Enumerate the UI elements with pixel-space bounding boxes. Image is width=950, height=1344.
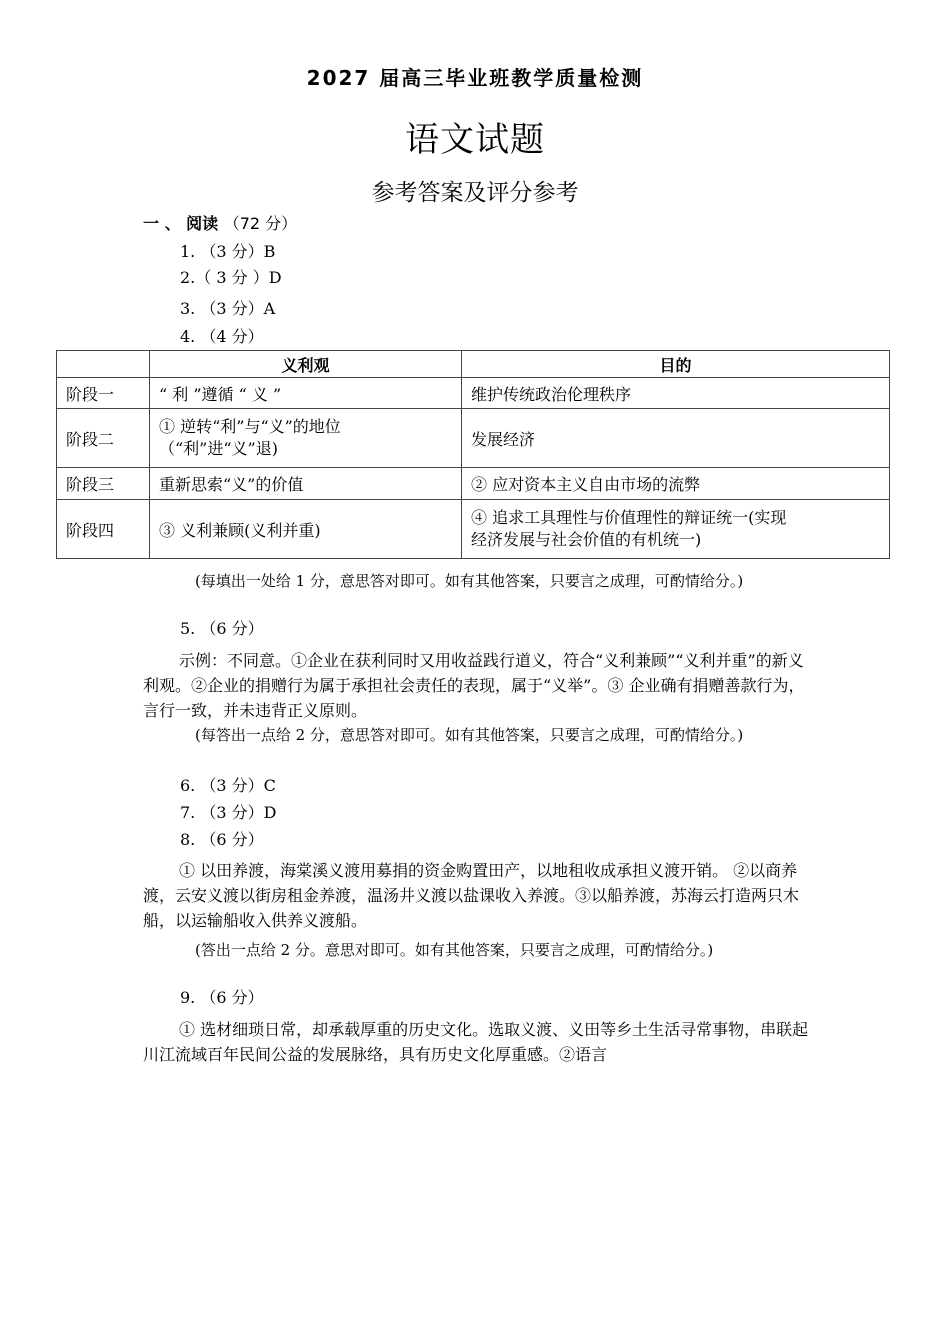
answer-q9-label: 9. （6 分） — [180, 988, 264, 1007]
q4-answer-table — [56, 350, 890, 559]
table-header-row — [57, 351, 890, 378]
q5-note-text: (每答出一点给 2 分，意思答对即可。如有其他答案，只要言之成理，可酌情给分。) — [195, 726, 744, 744]
section-score: （72 分） — [223, 214, 298, 233]
q8-scoring-note — [143, 938, 811, 962]
table-row — [57, 500, 890, 559]
answer-q8-label: 8. （6 分） — [180, 830, 264, 849]
table-cell-view: 重新思索“义”的价值 — [150, 468, 462, 500]
table-row — [57, 378, 890, 409]
table-cell-purpose-line: 经济发展与社会价值的有机统一) — [471, 530, 702, 549]
q9-answer-body: ① 选材细琐日常，却承载厚重的历史文化。选取义渡、义田等乡土生活寻常事物，串联起川江流域百年民间公益的发展脉络，具有历史文化厚重感。②语言 — [143, 1020, 809, 1064]
table-cell-stage: 阶段一 — [57, 378, 150, 409]
q4-scoring-note — [143, 569, 811, 593]
table-cell-stage: 阶段三 — [57, 468, 150, 500]
q5-answer-body: 示例：不同意。①企业在获利同时又用收益践行道义，符合“义利兼顾”“义利并重”的新义利观。②企业的捐赠行为属于承担社会责任的表现，属于“义举”。③ 企业确有捐赠善款行为，言行一致，并未违背正义原则。 — [143, 651, 805, 720]
table-header-stage — [57, 351, 150, 378]
table-cell-view — [150, 409, 462, 468]
table-cell-view-line: （“利”进“义”退) — [159, 439, 278, 458]
answer-q6: 6. （3 分）C — [180, 776, 276, 795]
table-cell-view: “ 利 ”遵循 “ 义 ” — [150, 378, 462, 409]
answer-q8-text — [143, 858, 811, 933]
table-header-purpose: 目的 — [462, 351, 890, 378]
q4-note-text: (每填出一处给 1 分，意思答对即可。如有其他答案，只要言之成理，可酌情给分。) — [195, 572, 744, 590]
table-header-view: 义利观 — [150, 351, 462, 378]
q5-scoring-note — [143, 723, 811, 747]
answer-key-subtitle: 参考答案及评分参考 — [371, 180, 579, 206]
table-row — [57, 409, 890, 468]
table-row — [57, 468, 890, 500]
answer-q3: 3. （3 分）A — [180, 299, 276, 318]
answer-q4-label: 4. （4 分） — [180, 327, 264, 346]
table-cell-purpose — [462, 500, 890, 559]
table-cell-stage: 阶段二 — [57, 409, 150, 468]
answer-q5-label: 5. （6 分） — [180, 619, 264, 638]
table-cell-view: ③ 义利兼顾(义利并重) — [150, 500, 462, 559]
answer-q7: 7. （3 分）D — [180, 803, 277, 822]
exam-title: 2027 届高三毕业班教学质量检测 — [306, 66, 644, 90]
answer-q1: 1. （3 分）B — [180, 242, 276, 261]
table-cell-purpose: 维护传统政治伦理秩序 — [462, 378, 890, 409]
answer-q9-text — [143, 1017, 811, 1067]
table-cell-purpose: ② 应对资本主义自由市场的流弊 — [462, 468, 890, 500]
answer-q5-text — [143, 648, 811, 723]
table-cell-purpose: 发展经济 — [462, 409, 890, 468]
table-cell-purpose-line: ④ 追求工具理性与价值理性的辩证统一(实现 — [471, 508, 787, 527]
table-cell-view-line: ① 逆转“利”与“义”的地位 — [159, 417, 341, 436]
section-heading — [143, 214, 297, 234]
q8-answer-body: ① 以田养渡，海棠溪义渡用募捐的资金购置田产，以地租收成承担义渡开销。 ②以商养渡，云安义渡以街房租金养渡，温汤井义渡以盐课收入养渡。③以船养渡，苏海云打造两只木船，以运输船收入供养义渡船。 — [143, 861, 800, 930]
section-label: 一 、 阅读 — [143, 214, 219, 233]
q8-note-text: (答出一点给 2 分。意思对即可。如有其他答案，只要言之成理，可酌情给分。) — [195, 941, 714, 959]
subject-title: 语文试题 — [405, 120, 545, 160]
table-cell-stage: 阶段四 — [57, 500, 150, 559]
answer-q2: 2.（ 3 分 ）D — [180, 268, 282, 287]
